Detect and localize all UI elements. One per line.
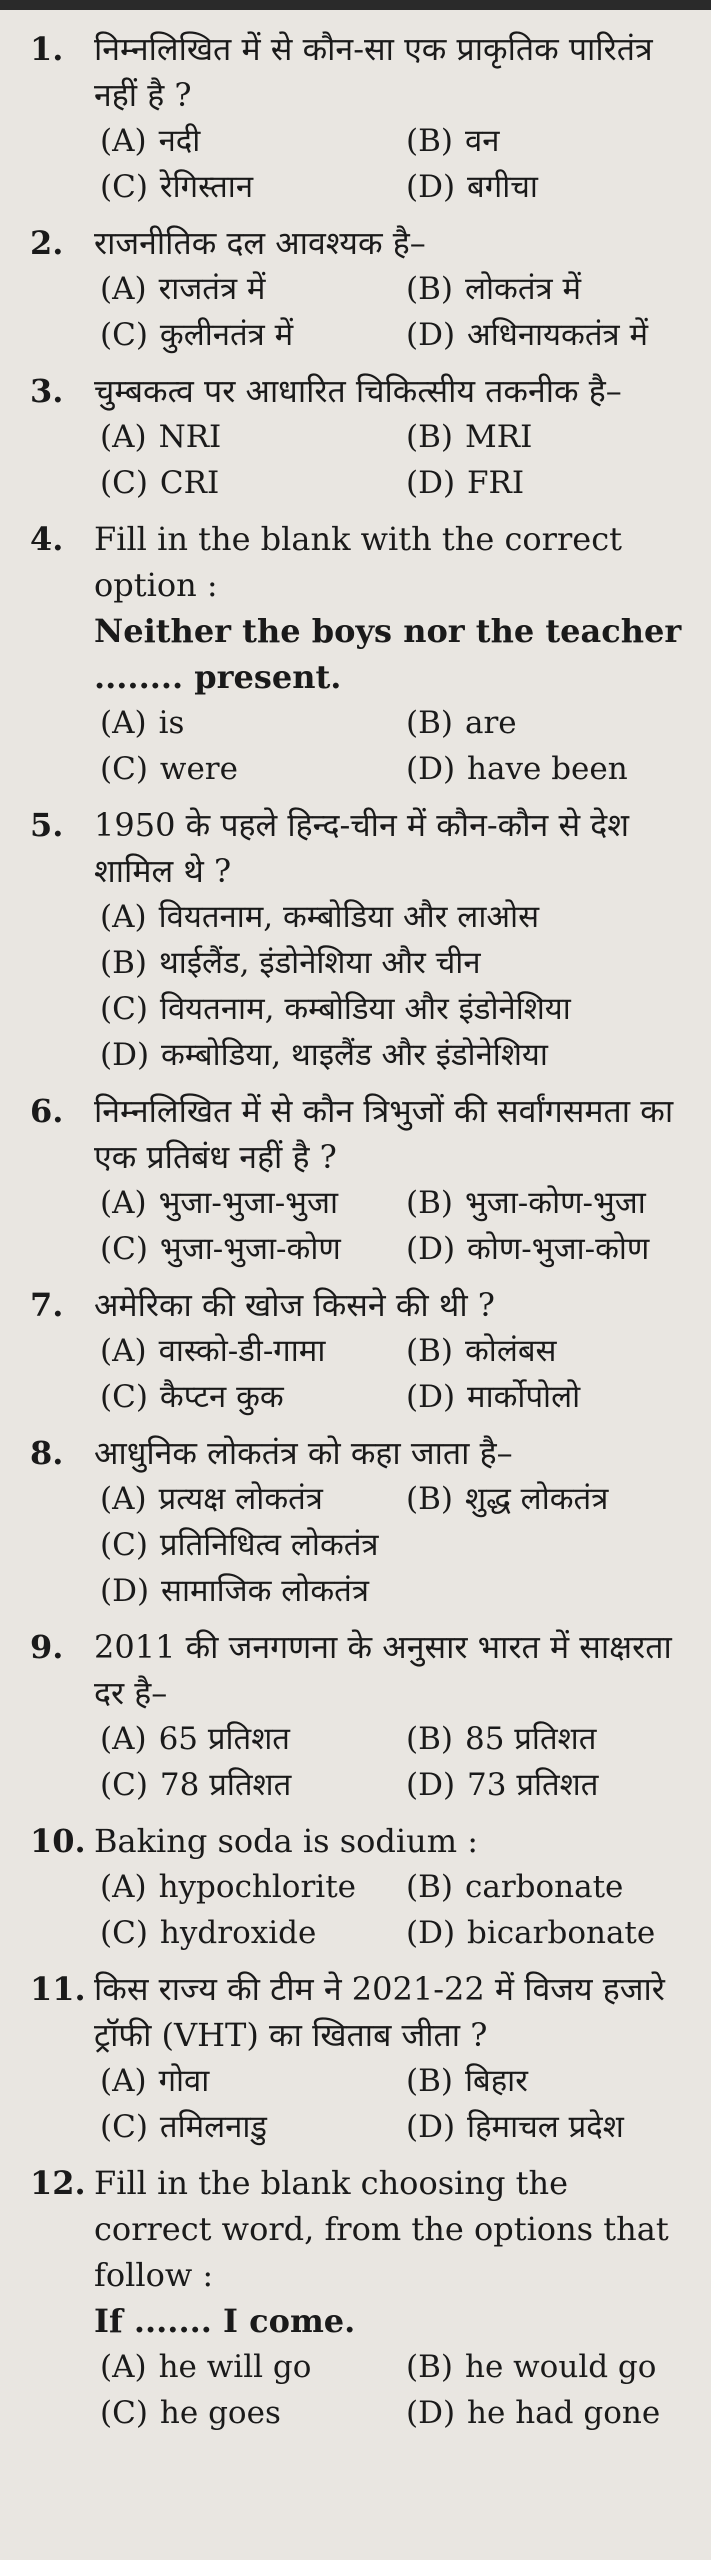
- option-item: [406, 1716, 685, 1762]
- question-text: [94, 1282, 685, 1328]
- option-text: hypochlorite: [158, 1869, 357, 1905]
- option-text: he had gone: [467, 2395, 661, 2431]
- option-item: [100, 1716, 400, 1762]
- option-text: कैप्टन कुक: [159, 1379, 284, 1415]
- option-item: [406, 460, 685, 506]
- option-label: (A): [100, 2063, 147, 2099]
- question-item: [30, 802, 685, 1078]
- option-item: [100, 940, 685, 986]
- option-text: hydroxide: [159, 1915, 317, 1951]
- option-text: गोवा: [158, 2063, 210, 2099]
- options-list: [100, 1328, 685, 1420]
- question-number: 8.: [30, 1434, 64, 1472]
- option-item: [100, 1762, 400, 1808]
- option-label: (B): [406, 419, 453, 455]
- question-item: [30, 368, 685, 506]
- question-text-line: निम्नलिखित में से कौन त्रिभुजों की सर्वांगसमता का एक प्रतिबंध नहीं है ?: [94, 1092, 674, 1176]
- question-number: 4.: [30, 520, 64, 558]
- option-item: [100, 118, 400, 164]
- option-item: [406, 746, 685, 792]
- option-text: is: [158, 705, 185, 741]
- option-text: 78 प्रतिशत: [159, 1767, 292, 1803]
- option-text: प्रत्यक्ष लोकतंत्र: [158, 1481, 323, 1517]
- option-item: [406, 312, 685, 358]
- option-label: (B): [406, 1333, 453, 1369]
- question-header: [30, 220, 685, 266]
- option-item: [100, 986, 685, 1032]
- option-text: he goes: [159, 2395, 281, 2431]
- option-label: (D): [406, 2395, 456, 2431]
- option-text: bicarbonate: [467, 1915, 656, 1951]
- option-item: [406, 1476, 685, 1522]
- option-item: [100, 164, 400, 210]
- option-item: [100, 1476, 400, 1522]
- options-list: [100, 118, 685, 210]
- question-text: [94, 802, 685, 894]
- options-list: [100, 700, 685, 792]
- option-item: [406, 1180, 685, 1226]
- question-item: [30, 1624, 685, 1808]
- option-item: [100, 1328, 400, 1374]
- question-item: [30, 1818, 685, 1956]
- option-label: (B): [406, 2349, 453, 2385]
- option-text: कम्बोडिया, थाइलैंड और इंडोनेशिया: [161, 1037, 548, 1073]
- option-label: (C): [100, 169, 148, 205]
- option-label: (D): [406, 1231, 456, 1267]
- option-label: (D): [100, 1573, 150, 1609]
- question-text: [94, 1430, 685, 1476]
- question-number: 9.: [30, 1628, 64, 1666]
- top-border: [0, 0, 711, 10]
- option-label: (C): [100, 465, 148, 501]
- option-label: (C): [100, 2109, 148, 2145]
- option-label: (D): [406, 2109, 456, 2145]
- question-text-line: राजनीतिक दल आवश्यक है–: [94, 224, 426, 262]
- option-text: भुजा-भुजा-कोण: [159, 1231, 341, 1267]
- option-item: [406, 1226, 685, 1272]
- question-item: [30, 1088, 685, 1272]
- question-number: 10.: [30, 1822, 86, 1860]
- question-text-line: Baking soda is sodium :: [94, 1822, 479, 1860]
- option-item: [100, 312, 400, 358]
- question-text: [94, 368, 685, 414]
- option-text: प्रतिनिधित्व लोकतंत्र: [159, 1527, 379, 1563]
- option-item: [100, 700, 400, 746]
- option-text: FRI: [467, 465, 525, 501]
- question-item: [30, 220, 685, 358]
- question-text: [94, 1624, 685, 1716]
- option-item: [406, 2344, 685, 2390]
- option-label: (D): [406, 1379, 456, 1415]
- option-item: [406, 1374, 685, 1420]
- option-label: (D): [406, 751, 456, 787]
- options-list: [100, 1864, 685, 1956]
- option-item: [406, 1910, 685, 1956]
- option-label: (A): [100, 899, 147, 935]
- option-label: (A): [100, 1333, 147, 1369]
- option-label: (B): [406, 705, 453, 741]
- option-text: मार्कोपोलो: [467, 1379, 581, 1415]
- option-label: (A): [100, 1869, 147, 1905]
- options-list: [100, 414, 685, 506]
- option-text: सामाजिक लोकतंत्र: [161, 1573, 369, 1609]
- option-text: वन: [464, 123, 500, 159]
- question-number: 3.: [30, 372, 64, 410]
- option-item: [100, 1864, 400, 1910]
- option-item: [406, 164, 685, 210]
- question-text-line: आधुनिक लोकतंत्र को कहा जाता है–: [94, 1434, 513, 1472]
- option-label: (A): [100, 1481, 147, 1517]
- question-text: [94, 516, 685, 700]
- question-text-line: Fill in the blank choosing the correct word, from the options that follow :: [94, 2164, 669, 2294]
- question-item: [30, 1430, 685, 1614]
- option-label: (B): [406, 271, 453, 307]
- option-text: carbonate: [464, 1869, 624, 1905]
- option-text: थाईलैंड, इंडोनेशिया और चीन: [158, 945, 481, 981]
- option-text: have been: [467, 751, 628, 787]
- option-label: (A): [100, 1721, 147, 1757]
- option-label: (B): [100, 945, 147, 981]
- option-item: [100, 1910, 400, 1956]
- question-text: [94, 1966, 685, 2058]
- question-text: [94, 220, 685, 266]
- question-text-line: अमेरिका की खोज किसने की थी ?: [94, 1286, 495, 1324]
- option-text: कोलंबस: [464, 1333, 557, 1369]
- option-text: नदी: [158, 123, 201, 159]
- option-label: (C): [100, 1231, 148, 1267]
- option-label: (C): [100, 751, 148, 787]
- question-header: [30, 368, 685, 414]
- options-list: [100, 1522, 685, 1614]
- option-text: 65 प्रतिशत: [158, 1721, 290, 1757]
- option-item: [100, 266, 400, 312]
- option-label: (D): [406, 169, 456, 205]
- option-item: [406, 700, 685, 746]
- option-label: (C): [100, 2395, 148, 2431]
- question-number: 12.: [30, 2164, 86, 2202]
- option-label: (A): [100, 419, 147, 455]
- option-item: [100, 1568, 685, 1614]
- option-label: (D): [406, 1767, 456, 1803]
- question-header: [30, 1966, 685, 2058]
- question-text: [94, 2160, 685, 2344]
- option-text: MRI: [464, 419, 533, 455]
- option-item: [100, 414, 400, 460]
- option-text: बगीचा: [467, 169, 538, 205]
- option-text: रेगिस्तान: [159, 169, 254, 205]
- option-label: (B): [406, 1481, 453, 1517]
- options-list: [100, 1716, 685, 1808]
- question-item: [30, 26, 685, 210]
- option-text: वास्को-डी-गामा: [158, 1333, 326, 1369]
- option-item: [100, 2344, 400, 2390]
- question-text: [94, 1088, 685, 1180]
- option-text: कोण-भुजा-कोण: [467, 1231, 650, 1267]
- option-item: [100, 1522, 685, 1568]
- option-item: [406, 1328, 685, 1374]
- option-label: (C): [100, 317, 148, 353]
- question-header: [30, 1282, 685, 1328]
- question-header: [30, 516, 685, 700]
- question-text-line: Fill in the blank with the correct option :: [94, 520, 622, 604]
- question-header: [30, 1818, 685, 1864]
- option-label: (A): [100, 123, 147, 159]
- question-text-line: 2011 की जनगणना के अनुसार भारत में साक्षरता दर है–: [94, 1628, 672, 1712]
- question-sheet: [0, 12, 711, 2446]
- option-text: he will go: [158, 2349, 312, 2385]
- question-blank-sentence: If ....... I come.: [94, 2302, 356, 2340]
- option-item: [406, 2390, 685, 2436]
- option-text: लोकतंत्र में: [464, 271, 582, 307]
- options-list: [100, 2344, 685, 2436]
- option-item: [406, 1762, 685, 1808]
- question-number: 6.: [30, 1092, 64, 1130]
- question-text: [94, 26, 685, 118]
- question-header: [30, 1624, 685, 1716]
- option-label: (B): [406, 1869, 453, 1905]
- option-item: [100, 894, 685, 940]
- option-label: (B): [406, 2063, 453, 2099]
- option-label: (C): [100, 1915, 148, 1951]
- option-item: [406, 414, 685, 460]
- question-item: [30, 516, 685, 792]
- option-text: तमिलनाडु: [159, 2109, 267, 2145]
- option-text: अधिनायकतंत्र में: [467, 317, 649, 353]
- options-list: [100, 2058, 685, 2150]
- option-label: (A): [100, 271, 147, 307]
- option-item: [100, 1032, 685, 1078]
- question-number: 11.: [30, 1970, 86, 2008]
- option-item: [100, 1374, 400, 1420]
- option-label: (D): [406, 465, 456, 501]
- question-number: 5.: [30, 806, 64, 844]
- option-label: (C): [100, 1767, 148, 1803]
- option-text: बिहार: [464, 2063, 528, 2099]
- question-header: [30, 1430, 685, 1476]
- question-number: 7.: [30, 1286, 64, 1324]
- option-label: (C): [100, 991, 148, 1027]
- question-header: [30, 26, 685, 118]
- option-label: (B): [406, 1721, 453, 1757]
- option-item: [406, 266, 685, 312]
- option-label: (D): [100, 1037, 150, 1073]
- option-text: कुलीनतंत्र में: [159, 317, 294, 353]
- option-text: भुजा-कोण-भुजा: [464, 1185, 646, 1221]
- option-label: (A): [100, 1185, 147, 1221]
- options-list: [100, 1476, 685, 1522]
- question-item: [30, 1966, 685, 2150]
- option-label: (A): [100, 705, 147, 741]
- options-list: [100, 266, 685, 358]
- option-label: (D): [406, 317, 456, 353]
- option-item: [100, 2390, 400, 2436]
- option-label: (B): [406, 123, 453, 159]
- question-header: [30, 802, 685, 894]
- option-item: [100, 1226, 400, 1272]
- option-text: भुजा-भुजा-भुजा: [158, 1185, 338, 1221]
- option-item: [406, 2104, 685, 2150]
- option-item: [100, 2058, 400, 2104]
- option-text: राजतंत्र में: [158, 271, 266, 307]
- question-number: 1.: [30, 30, 64, 68]
- option-label: (C): [100, 1527, 148, 1563]
- option-item: [406, 1864, 685, 1910]
- option-label: (C): [100, 1379, 148, 1415]
- question-text-line: 1950 के पहले हिन्द-चीन में कौन-कौन से देश शामिल थे ?: [94, 806, 630, 890]
- option-text: were: [159, 751, 238, 787]
- options-list: [100, 1180, 685, 1272]
- option-text: 85 प्रतिशत: [464, 1721, 597, 1757]
- option-text: वियतनाम, कम्बोडिया और इंडोनेशिया: [159, 991, 571, 1027]
- option-label: (D): [406, 1915, 456, 1951]
- option-text: CRI: [159, 465, 220, 501]
- options-list: [100, 894, 685, 1078]
- option-text: are: [464, 705, 517, 741]
- option-item: [100, 2104, 400, 2150]
- option-item: [406, 2058, 685, 2104]
- option-item: [406, 118, 685, 164]
- question-number: 2.: [30, 224, 64, 262]
- question-item: [30, 2160, 685, 2436]
- question-text-line: चुम्बकत्व पर आधारित चिकित्सीय तकनीक है–: [94, 372, 622, 410]
- question-header: [30, 1088, 685, 1180]
- question-text: [94, 1818, 685, 1864]
- option-text: NRI: [158, 419, 222, 455]
- option-item: [100, 746, 400, 792]
- question-item: [30, 1282, 685, 1420]
- option-label: (B): [406, 1185, 453, 1221]
- question-text-line: निम्नलिखित में से कौन-सा एक प्राकृतिक पारितंत्र नहीं है ?: [94, 30, 653, 114]
- option-text: शुद्ध लोकतंत्र: [464, 1481, 609, 1517]
- option-text: हिमाचल प्रदेश: [467, 2109, 624, 2145]
- option-text: 73 प्रतिशत: [467, 1767, 599, 1803]
- option-item: [100, 460, 400, 506]
- option-text: वियतनाम, कम्बोडिया और लाओस: [158, 899, 540, 935]
- question-text-line: किस राज्य की टीम ने 2021-22 में विजय हजारे ट्रॉफी (VHT) का खिताब जीता ?: [94, 1970, 665, 2054]
- question-header: [30, 2160, 685, 2344]
- option-item: [100, 1180, 400, 1226]
- question-blank-sentence: Neither the boys nor the teacher ........ present.: [94, 612, 682, 696]
- option-label: (A): [100, 2349, 147, 2385]
- option-text: he would go: [464, 2349, 657, 2385]
